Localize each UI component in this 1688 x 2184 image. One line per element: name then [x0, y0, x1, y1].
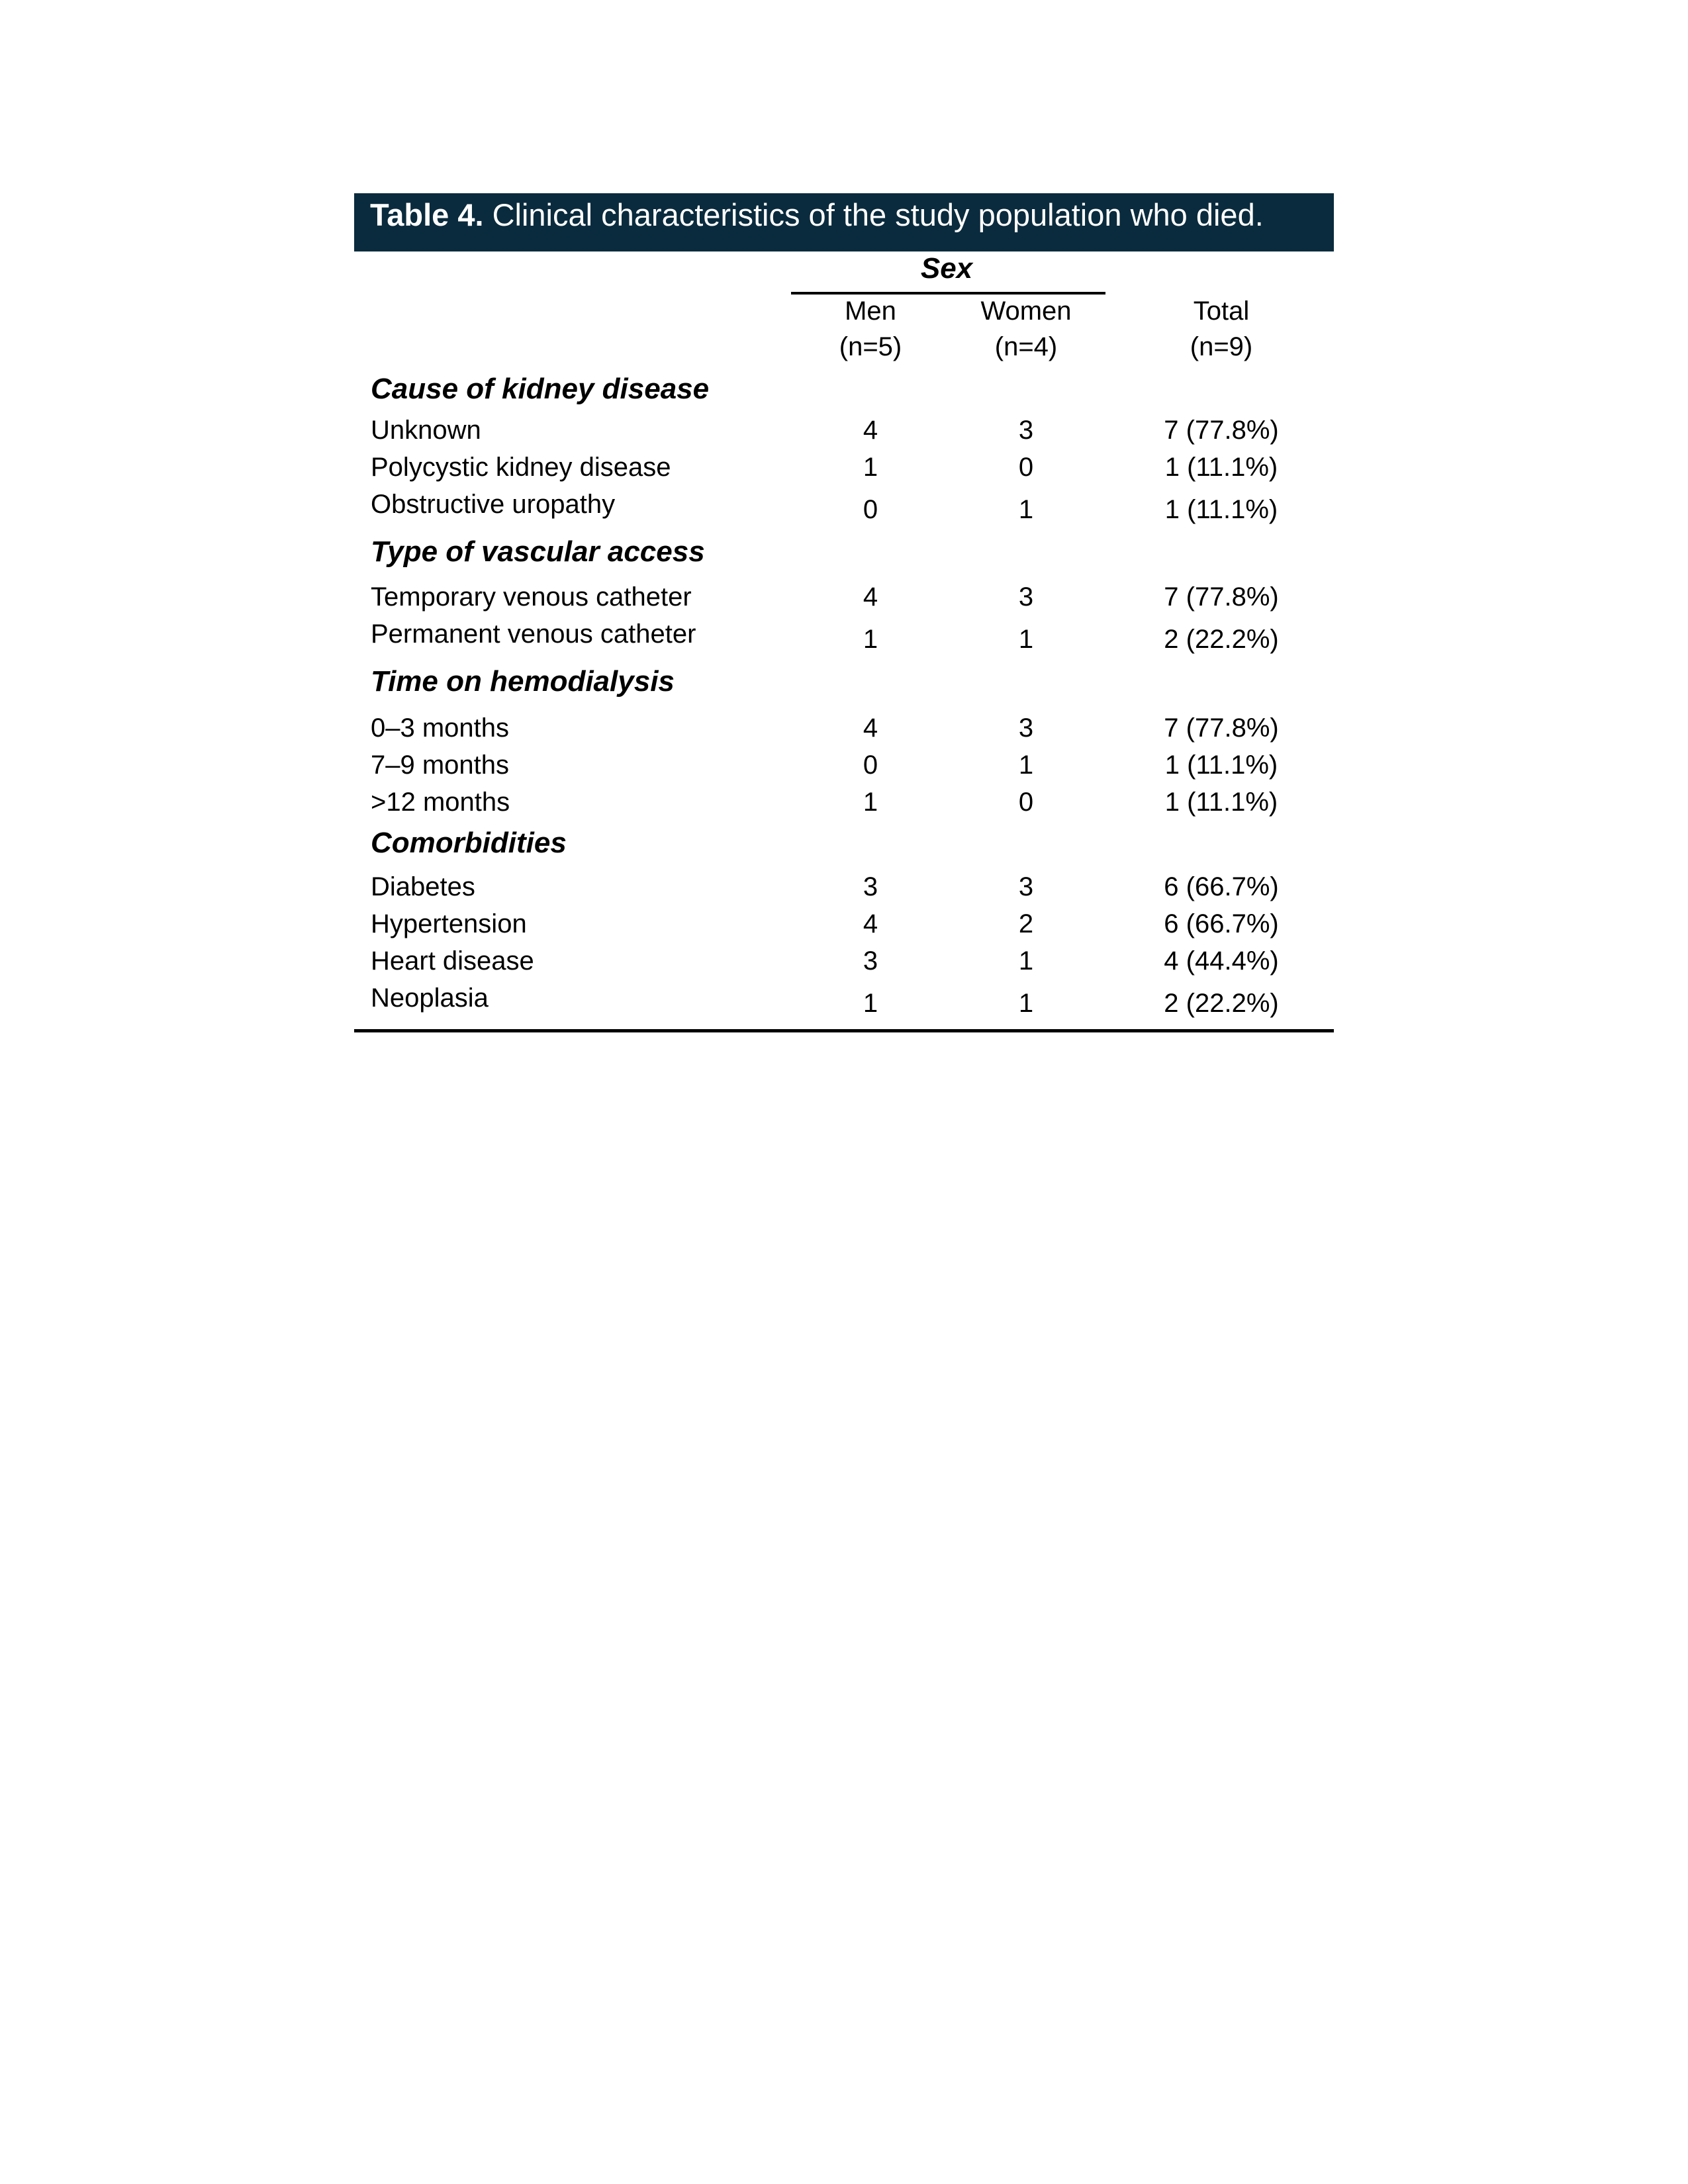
- cell-total: 2 (22.2%): [1164, 625, 1279, 654]
- col-header-men-n: (n=5): [839, 332, 902, 361]
- sex-group-header: Sex: [920, 252, 973, 285]
- cell-women: 3: [1018, 872, 1034, 901]
- cell-women: 0: [1018, 453, 1034, 482]
- cell-total: 1 (11.1%): [1164, 453, 1278, 482]
- sex-group-rule: [791, 292, 1105, 295]
- col-header-men: Men: [845, 296, 896, 326]
- table-caption-text: Clinical characteristics of the study population who died.: [483, 197, 1264, 232]
- row-label: Temporary venous catheter: [371, 582, 692, 612]
- cell-men: 4: [863, 909, 878, 938]
- cell-total: 2 (22.2%): [1164, 989, 1279, 1018]
- table-bottom-rule: [354, 1029, 1334, 1032]
- row-label: 0–3 months: [371, 713, 510, 743]
- cell-women: 1: [1018, 751, 1034, 780]
- cell-men: 4: [863, 582, 878, 612]
- cell-men: 1: [863, 989, 878, 1018]
- cell-men: 0: [863, 751, 878, 780]
- row-label: Hypertension: [371, 909, 527, 938]
- cell-men: 3: [863, 946, 878, 976]
- cell-women: 2: [1018, 909, 1034, 938]
- cell-women: 1: [1018, 495, 1034, 524]
- cell-women: 0: [1018, 788, 1034, 817]
- section-title: Comorbidities: [371, 827, 567, 859]
- cell-men: 0: [863, 495, 878, 524]
- cell-men: 1: [863, 625, 878, 654]
- table-caption-label: Table 4.: [370, 197, 484, 232]
- row-label: Diabetes: [371, 872, 475, 901]
- cell-total: 1 (11.1%): [1164, 751, 1278, 780]
- cell-total: 6 (66.7%): [1164, 909, 1279, 938]
- cell-total: 7 (77.8%): [1164, 416, 1279, 445]
- row-label: >12 months: [371, 788, 510, 817]
- cell-women: 3: [1018, 713, 1034, 743]
- cell-total: 7 (77.8%): [1164, 582, 1279, 612]
- cell-men: 3: [863, 872, 878, 901]
- cell-men: 1: [863, 453, 878, 482]
- cell-women: 3: [1018, 416, 1034, 445]
- cell-women: 3: [1018, 582, 1034, 612]
- cell-women: 1: [1018, 946, 1034, 976]
- cell-women: 1: [1018, 989, 1034, 1018]
- col-header-total-n: (n=9): [1190, 332, 1253, 361]
- cell-men: 4: [863, 416, 878, 445]
- cell-men: 1: [863, 788, 878, 817]
- row-label: Permanent venous catheter: [371, 619, 696, 649]
- col-header-women-n: (n=4): [994, 332, 1058, 361]
- row-label: Polycystic kidney disease: [371, 453, 671, 482]
- row-label: Unknown: [371, 416, 481, 445]
- section-title: Type of vascular access: [371, 535, 705, 568]
- row-label: 7–9 months: [371, 751, 510, 780]
- row-label: Heart disease: [371, 946, 534, 976]
- col-header-women: Women: [980, 296, 1072, 326]
- row-label: Obstructive uropathy: [371, 490, 616, 519]
- col-header-total: Total: [1193, 296, 1250, 326]
- cell-total: 7 (77.8%): [1164, 713, 1279, 743]
- table-caption: [354, 193, 1334, 251]
- cell-total: 1 (11.1%): [1164, 495, 1278, 524]
- cell-total: 4 (44.4%): [1164, 946, 1279, 976]
- cell-women: 1: [1018, 625, 1034, 654]
- section-title: Time on hemodialysis: [371, 665, 675, 698]
- row-label: Neoplasia: [371, 983, 489, 1013]
- section-title: Cause of kidney disease: [371, 373, 710, 405]
- cell-total: 6 (66.7%): [1164, 872, 1279, 901]
- cell-total: 1 (11.1%): [1164, 788, 1278, 817]
- cell-men: 4: [863, 713, 878, 743]
